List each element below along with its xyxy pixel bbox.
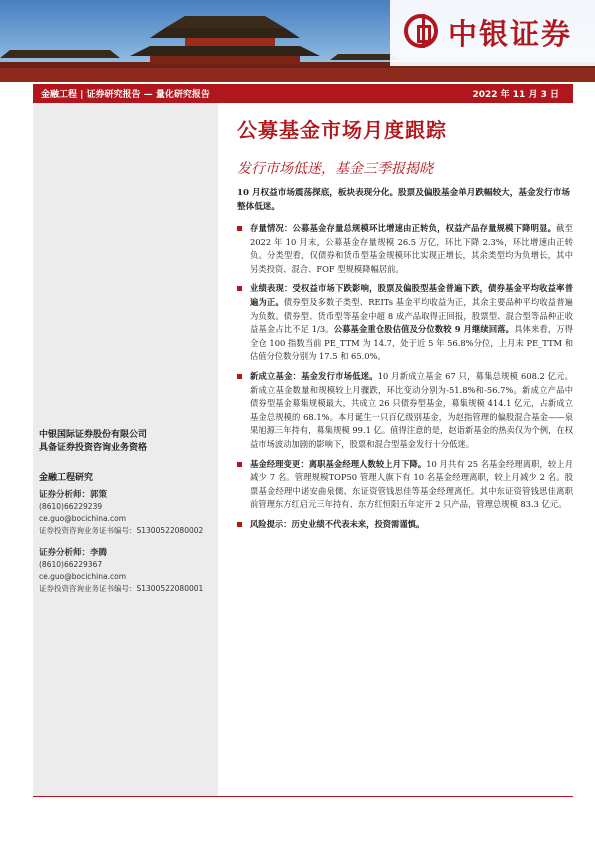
page-title: 公募基金市场月度跟踪 [237,118,447,142]
list-item [237,458,573,512]
point-heading: 风险提示：历史业绩不代表未来，投资需谨慎。 [250,518,425,529]
header-banner [0,0,595,82]
analyst-card [39,547,203,595]
analyst-phone: (8610)66229239 [39,502,103,511]
sidebar [33,103,218,796]
bullet-square-icon [237,462,242,467]
bullet-square-icon [237,374,242,379]
page-subtitle: 发行市场低迷，基金三季报揭晓 [237,161,433,177]
report-info-bar [33,84,573,103]
point-body: 截至 2022 年 10 月末，公募基金存量规模 26.5 万亿，环比下降 2.3%，环比增速由正转负。分类型看，仅债券和货币型基金规模环比实现正增长，其余类型均为负增长，其中另类投资、混合、FOF 型规模降幅居前。 [250,223,573,274]
footer-divider [33,796,573,797]
brand-name: 中银证券 [448,17,573,51]
analyst-name: 证券分析师：李腾 [39,548,108,558]
point-heading: 存量情况：公募基金存量总规模环比增速由正转负，权益产品存量规模下降明显。 [250,223,557,233]
point-body: 10 月新成立基金 67 只，募集总规模 608.2 亿元。新成立基金数量和规模较上月骤跌，环比变动分别为-51.8%和-56.7%。新成立产品中债券型基金募集规模最大，共成立 26 只债券型基金，募集规模 414.1 亿元，占新成立基金总规模的 68.1%。本月诞生一只百亿级别基金，为赵指管理的偏股混合基金——泉果旭源三年持有，募集规模 99.1 亿。值得注意的是，赵诣新基金的热卖仅为个例，在权益市场波动加剧的影响下，股票和混合型基金发行十分低迷。 [250,370,573,449]
analyst-email[interactable]: ce.guo@bocichina.com [39,514,126,523]
analyst-license: 证券投资咨询业务证书编号：S1300522080002 [39,526,204,535]
point-body: 具体来看，万得全仓 100 指数当前 PE_TTM 为 14.7，处于近 5 年 56.8%分位，上月末 PE_TTM 和估值分位数分别为 17.5 和 65.0%。 [250,324,573,362]
point-heading: 公募基金重仓股估值及分位数较 9 月继续回落。 [333,324,515,335]
bullet-square-icon [237,226,242,231]
report-category: 金融工程 | 证券研究报告 — 量化研究报告 [41,90,210,100]
list-item [237,282,573,364]
point-body: 10 月共有 25 名基金经理离职，较上月减少 7 名。管理规模TOP50 管理人旗下有 10 名基金经理离职，较上月减少 2 名。股票基金经理中诺安曲泉儒、东证资管钱思佳等基金经理离任。其中东证资管钱思佳离职前管理东方红启元三年持有、东方红恒阳五年定开 2 只产品，管理总规模 83.3 亿元。 [250,458,573,510]
brand-logo [390,0,595,66]
org-qualification: 具备证券投资咨询业务资格 [39,443,148,453]
analyst-email[interactable]: ce.guo@bocichina.com [39,572,126,581]
analyst-name: 证券分析师：郭策 [39,490,108,500]
analyst-phone: (8610)66229367 [39,560,103,569]
report-date: 2022 年 11 月 3 日 [472,90,559,100]
analyst-license: 证券投资咨询业务证书编号：S1300522080001 [39,584,204,593]
bank-logo-icon [404,14,438,48]
list-item [237,518,573,532]
point-heading: 新成立基金：基金发行市场低迷。 [250,370,378,381]
lead-paragraph: 10 月权益市场震荡探底，板块表现分化。股票及偏股基金单月跌幅较大，基金发行市场整体低迷。 [237,188,570,212]
bullet-square-icon [237,286,242,291]
list-item [237,222,573,276]
list-item [237,370,573,452]
point-heading: 基金经理变更：离职基金经理人数较上月下降。 [250,458,427,469]
bullet-square-icon [237,522,242,527]
key-points-list [237,222,573,531]
analyst-card [39,489,203,537]
point-body: 债券型及多数子类型、REITs 基金平均收益为正，其余主要品种平均收益普遍为负数。债券型、货币型等基金中超 8 成产品取得正回报，股票型、混合型等品种正收益基金占比不足 1/3。 [250,296,573,335]
org-name: 中银国际证券股份有限公司 [39,430,148,440]
org-info [39,429,147,455]
section-label: 金融工程研究 [39,473,94,483]
point-heading: 业绩表现：受权益市场下跌影响，股票及偏股型基金普遍下跌，债券基金平均收益率普遍为正。 [250,283,573,307]
